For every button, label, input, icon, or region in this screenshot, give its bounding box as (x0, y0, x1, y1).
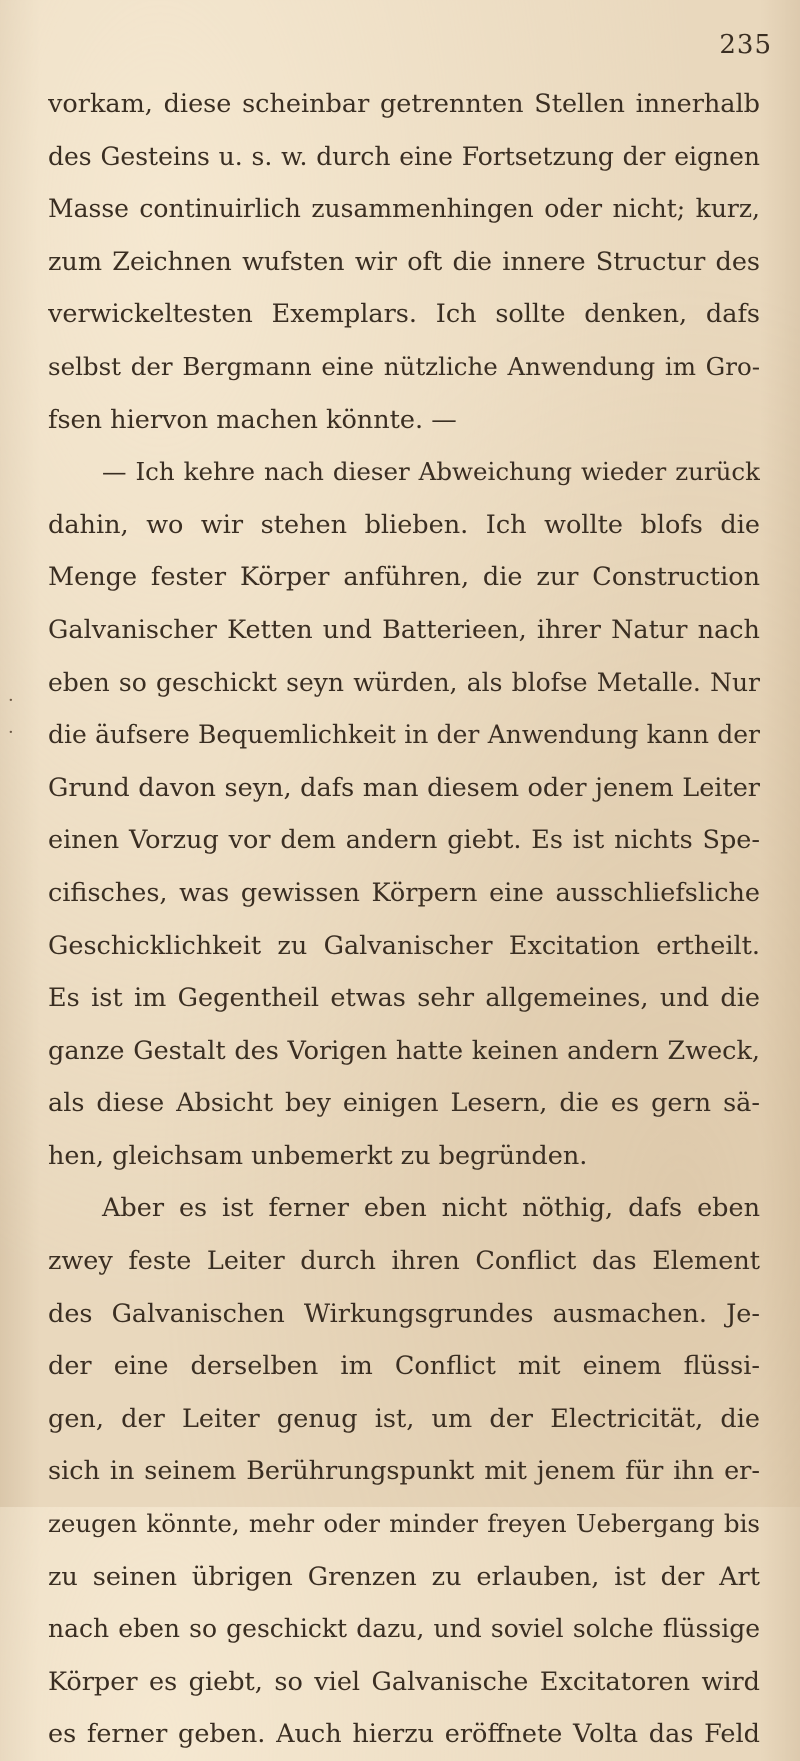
text-line: es ferner geben. Auch hierzu eröffnete Volta das Feld (48, 1719, 760, 1750)
text-line: als diese Absicht bey einigen Lesern, die es gern sä- (48, 1088, 760, 1119)
text-line: nach eben so geschickt dazu, und soviel solche flüssige (48, 1614, 760, 1644)
text-line: zwey feste Leiter durch ihren Conflict das Element (48, 1246, 760, 1277)
text-line: der eine derselben im Conflict mit einem flüssi- (48, 1351, 760, 1382)
text-line: cifisches, was gewissen Körpern eine ausschliefsliche (48, 877, 760, 908)
page-number: 235 (719, 30, 772, 60)
text-line: fsen hiervon machen könnte. — (48, 404, 457, 435)
text-line: Menge fester Körper anführen, die zur Construction (48, 562, 760, 593)
text-line: Aber es ist ferner eben nicht nöthig, dafs eben (102, 1193, 760, 1224)
text-line: zu seinen übrigen Grenzen zu erlauben, ist der Art (48, 1561, 760, 1592)
text-line: vorkam, diese scheinbar getrennten Stellen innerhalb (48, 89, 760, 119)
text-line: einen Vorzug vor dem andern giebt. Es ist nichts Spe- (48, 825, 760, 856)
text-line: des Gesteins u. s. w. durch eine Fortsetzung der eignen (48, 141, 760, 171)
text-line: dahin, wo wir stehen blieben. Ich wollte blofs die (48, 509, 760, 540)
text-line: die äufsere Bequemlichkeit in der Anwendung kann der (48, 720, 760, 750)
text-line: verwickeltesten Exemplars. Ich sollte denken, dafs (48, 299, 760, 330)
text-line: gen, der Leiter genug ist, um der Electricität, die (48, 1403, 760, 1434)
body-text (48, 78, 760, 1761)
text-line: zum Zeichnen wufsten wir oft die innere Structur des (48, 246, 760, 277)
text-line: des Galvanischen Wirkungsgrundes ausmachen. Je- (48, 1298, 760, 1329)
margin-stain-mark: · (8, 722, 14, 743)
margin-stain-mark: · (8, 690, 14, 711)
text-line: Es ist im Gegentheil etwas sehr allgemeines, und die (48, 983, 760, 1014)
text-line: Geschicklichkeit zu Galvanischer Excitation ertheilt. (48, 930, 760, 961)
text-line: — Ich kehre nach dieser Abweichung wieder zurück (102, 457, 760, 487)
text-line: Grund davon seyn, dafs man diesem oder jenem Leiter (48, 772, 760, 803)
text-line: selbst der Bergmann eine nützliche Anwendung im Gro- (48, 351, 760, 381)
text-line: ganze Gestalt des Vorigen hatte keinen andern Zweck, (48, 1035, 760, 1066)
text-line: hen, gleichsam unbemerkt zu begründen. (48, 1140, 588, 1171)
text-line: zeugen könnte, mehr oder minder freyen Uebergang bis (48, 1509, 760, 1539)
text-line: sich in seinem Berührungspunkt mit jenem für ihn er- (48, 1456, 760, 1487)
text-line: Galvanischer Ketten und Batterieen, ihrer Natur nach (48, 614, 760, 645)
text-line: Körper es giebt, so viel Galvanische Excitatoren wird (48, 1666, 760, 1697)
text-line: Masse continuirlich zusammenhingen oder nicht; kurz, (48, 194, 760, 224)
text-line: eben so geschickt seyn würden, als blofse Metalle. Nur (48, 667, 760, 697)
